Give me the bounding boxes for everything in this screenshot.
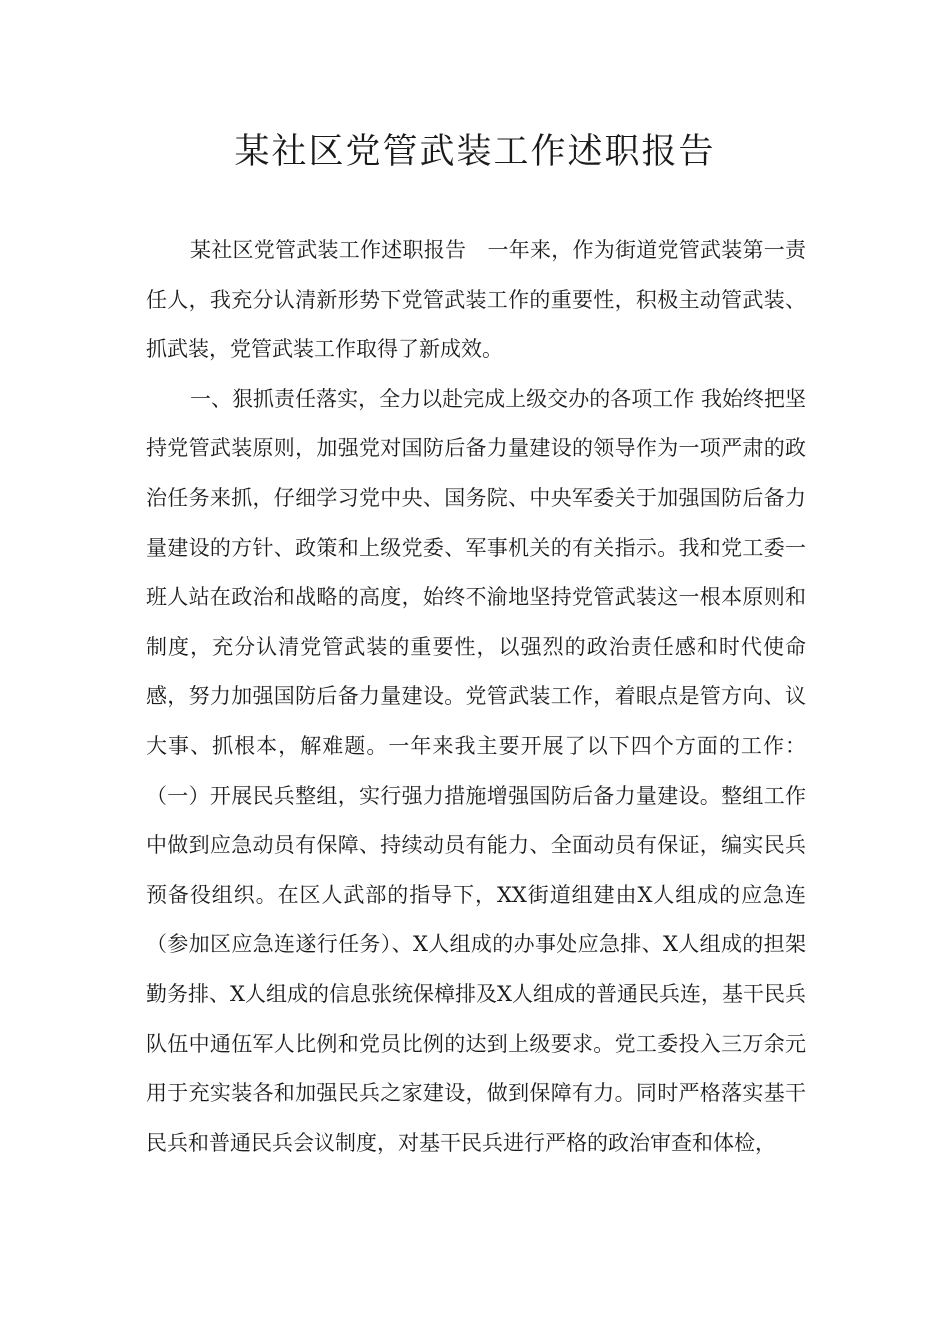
document-title: 某社区党管武装工作述职报告: [234, 132, 716, 172]
document-body: [146, 226, 806, 1168]
paragraph-intro: 某社区党管武装工作述职报告 一年来，作为街道党管武装第一责任人，我充分认清新形势下党管武装工作的重要性，积极主动管武装、抓武装，党管武装工作取得了新成效。: [146, 238, 806, 362]
paragraph-section-one: 一、狠抓责任落实，全力以赴完成上级交办的各项工作 我始终把坚持党管武装原则，加强党对国防后备力量建设的领导作为一项严肃的政治任务来抓，仔细学习党中央、国务院、中央军委关于加强国防后备力量建设的方针、政策和上级党委、军事机关的有关指示。我和党工委一班人站在政治和战略的高度，始终不渝地坚持党管武装这一根本原则和制度，充分认清党管武装的重要性，以强烈的政治责任感和时代使命感，努力加强国防后备力量建设。党管武装工作，着眼点是管方向、议大事、抓根本，解难题。一年来我主要开展了以下四个方面的工作：（一）开展民兵整组，实行强力措施增强国防后备力量建设。整组工作中做到应急动员有保障、持续动员有能力、全面动员有保证，编实民兵预备役组织。在区人武部的指导下，XX街道组建由X人组成的应急连（参加区应急连遂行任务）、X人组成的办事处应急排、X人组成的担架勤务排、X人组成的信息张统保樟排及X人组成的普通民兵连，基干民兵队伍中通伍军人比例和党员比例的达到上级要求。党工委投入三万余元用于充实装各和加强民兵之家建设，做到保障有力。同时严格落实基干民兵和普通民兵会议制度，对基干民兵进行严格的政治审查和体检，: [146, 386, 806, 1155]
